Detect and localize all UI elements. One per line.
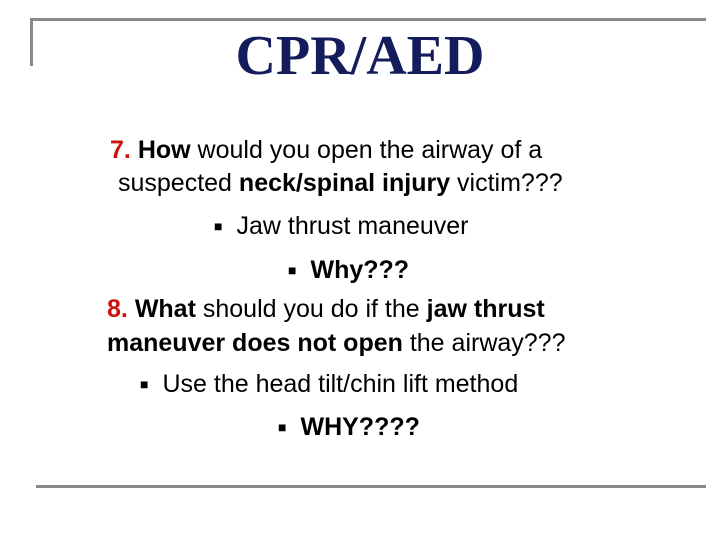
q8-number: 8. xyxy=(107,295,128,323)
q7-follow-up-text: Why??? xyxy=(310,256,410,284)
q7-answer xyxy=(214,210,469,242)
square-bullet-icon: ■ xyxy=(214,218,223,234)
square-bullet-icon: ■ xyxy=(278,419,287,435)
q8-answer-text: Use the head tilt/chin lift method xyxy=(162,370,519,398)
frame-bottom-border xyxy=(36,485,706,488)
q8-answer xyxy=(140,368,518,400)
q7-line-2 xyxy=(118,167,563,199)
q8-line-1 xyxy=(107,293,545,325)
q8-keyword-does-not-open: maneuver does not open xyxy=(107,329,403,357)
q7-keyword-how: How xyxy=(137,136,191,164)
q7-text-a: would you open the airway of a xyxy=(190,136,543,164)
q8-keyword-jaw-thrust: jaw thrust xyxy=(426,295,545,323)
q7-follow-up xyxy=(288,254,409,286)
frame-top-border xyxy=(30,18,706,21)
q7-answer-text: Jaw thrust maneuver xyxy=(236,212,469,240)
q8-follow-up xyxy=(278,411,420,443)
q8-line-2 xyxy=(107,327,566,359)
q7-line-1 xyxy=(110,134,542,166)
square-bullet-icon: ■ xyxy=(288,262,297,278)
q8-text-a: should you do if the xyxy=(195,295,427,323)
q8-text-b: the airway??? xyxy=(402,329,566,357)
q8-keyword-what: What xyxy=(134,295,196,323)
square-bullet-icon: ■ xyxy=(140,376,149,392)
q7-text-c: victim??? xyxy=(450,169,563,197)
q7-text-b: suspected xyxy=(118,169,239,197)
slide-title: CPR/AED xyxy=(235,25,485,87)
q7-number: 7. xyxy=(110,136,131,164)
q8-follow-up-text: WHY???? xyxy=(300,413,420,441)
q7-keyword-injury: neck/spinal injury xyxy=(238,169,451,197)
